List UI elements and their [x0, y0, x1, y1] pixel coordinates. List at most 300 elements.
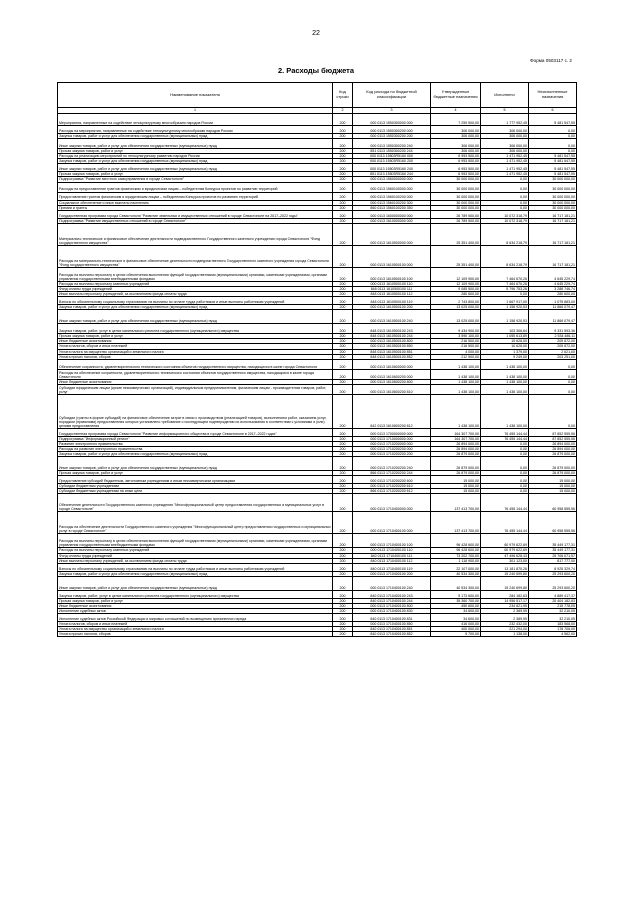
cell-name: Прочая закупка товаров, работ и услуг: [58, 172, 333, 177]
cell-kbk: 000 0113 1710400000 000: [353, 494, 431, 512]
cell-executed: 1 379,00: [481, 349, 529, 354]
cell-unexecuted: 25 706 071,57: [529, 553, 577, 558]
cell-code: 200: [333, 305, 353, 310]
cell-executed: 47 496 628,43: [481, 553, 529, 558]
cell-kbk: 000 0113 15503R5160 240: [353, 164, 431, 172]
cell-code: 200: [333, 139, 353, 149]
cell-approved: 164 307 700,00: [431, 428, 481, 436]
cell-approved: 450 600,00: [431, 603, 481, 608]
cell-code: 200: [333, 484, 353, 489]
column-index: 6: [529, 108, 577, 114]
cell-name: Взносы по обязательному социальному страхованию на выплаты по оплате труда работников и иные выплаты работникам учреждений: [58, 297, 333, 305]
header-name: Наименование показателя: [58, 83, 333, 108]
cell-executed: 284 182,63: [481, 590, 529, 598]
table-row: [58, 512, 577, 534]
cell-kbk: 000 0113 1610500100 110: [353, 281, 431, 286]
cell-code: 200: [333, 114, 353, 126]
cell-unexecuted: 16 717 181,21: [529, 218, 577, 223]
cell-executed: 14 956 517,17: [481, 598, 529, 603]
cell-code: 200: [333, 379, 353, 384]
cell-name: Уплата прочих налогов, сборов: [58, 632, 333, 637]
cell-name: Государственная программа города Севастополя "Развитие информационного общества в городе Севастополе в 2017–2022 годах": [58, 428, 333, 436]
table-row: [58, 614, 577, 622]
table-row: [58, 534, 577, 548]
cell-kbk: 000 0113 1610500100 850: [353, 344, 431, 349]
cell-kbk: 000 0113 1560000000 000: [353, 177, 431, 182]
cell-code: 200: [333, 622, 353, 627]
cell-unexecuted: 60 958 555,56: [529, 512, 577, 534]
table-row: [58, 563, 577, 571]
table-row: [58, 139, 577, 149]
cell-code: 200: [333, 182, 353, 192]
cell-executed: 234 821,95: [481, 603, 529, 608]
cell-code: 200: [333, 324, 353, 334]
cell-kbk: 848 0113 1610500100 119: [353, 297, 431, 305]
cell-executed: 306 000,00: [481, 134, 529, 139]
cell-kbk: 840 0113 1710400100 852: [353, 632, 431, 637]
cell-approved: 306 000,00: [431, 134, 481, 139]
cell-name: Развитие электронного правительства: [58, 441, 333, 446]
cell-name: Иные бюджетные ассигнования: [58, 339, 333, 344]
cell-approved: 1 438 100,00: [431, 369, 481, 379]
cell-kbk: 000 0113 15503R5160 000: [353, 154, 431, 159]
cell-code: 200: [333, 609, 353, 614]
cell-kbk: 000 0113 1710400100 110: [353, 548, 431, 553]
cell-kbk: 848 0113 1610500100 112: [353, 292, 431, 297]
table-body: [58, 114, 577, 637]
cell-kbk: 000 0113 1710400100 240: [353, 576, 431, 590]
cell-unexecuted: 5 481 547,55: [529, 172, 577, 177]
cell-approved: 7 259 500,00: [431, 114, 481, 126]
cell-approved: 1 438 100,00: [431, 359, 481, 369]
cell-approved: 26 894 000,00: [431, 441, 481, 446]
cell-kbk: 000 0113 1610500000 000: [353, 223, 431, 245]
cell-code: 200: [333, 436, 353, 441]
cell-kbk: 848 0113 1610500100 244: [353, 334, 431, 339]
cell-executed: 1 138,00: [481, 632, 529, 637]
cell-name: Закупка товаров, работ и услуг для обеспечения государственных (муниципальных) нужд: [58, 305, 333, 310]
cell-name: Иные закупки товаров, работ и услуг для обеспечения государственных (муниципальных) нужд: [58, 164, 333, 172]
table-row: [58, 384, 577, 394]
cell-executed: 306 000,00: [481, 126, 529, 134]
cell-name: Расходы на выплаты персоналу казенных учреждений: [58, 548, 333, 553]
cell-kbk: 000 0113 1560100200 300: [353, 200, 431, 205]
cell-executed: 103 306,64: [481, 324, 529, 334]
cell-kbk: 000 0113 1610600200 800: [353, 379, 431, 384]
cell-unexecuted: 4 645 229,74: [529, 281, 577, 286]
cell-approved: 96 428 600,00: [431, 548, 481, 553]
cell-name: Иные закупки товаров, работ и услуг для обеспечения государственных (муниципальных) нужд: [58, 139, 333, 149]
header-code: Код строки: [333, 83, 353, 108]
cell-unexecuted: 280 600,00: [529, 292, 577, 297]
cell-name: Расходы на выплаты персоналу в целях обеспечения выполнения функций государственными (муниципальными) органами, казенными учреждениями, органами управления государственными внебюджетными фондами: [58, 534, 333, 548]
cell-executed: 8 634 218,79: [481, 245, 529, 267]
cell-kbk: 840 0113 1710400100 851: [353, 627, 431, 632]
cell-executed: 1 055 613,89: [481, 334, 529, 339]
cell-executed: 1 158 920,53: [481, 305, 529, 310]
cell-approved: 26 789 500,00: [431, 218, 481, 223]
cell-name: Иные закупки товаров, работ и услуг для обеспечения государственных (муниципальных) нужд: [58, 576, 333, 590]
cell-name: Прочая закупка товаров, работ и услуг: [58, 471, 333, 476]
cell-executed: 10 628,00: [481, 344, 529, 349]
column-index: 5: [481, 108, 529, 114]
cell-kbk: 000 0113 1550300200 000: [353, 126, 431, 134]
table-row: [58, 590, 577, 598]
cell-unexecuted: 8 925 329,74: [529, 563, 577, 571]
cell-unexecuted: 30 000 000,00: [529, 200, 577, 205]
cell-executed: 1 438 100,00: [481, 379, 529, 384]
cell-code: 200: [333, 428, 353, 436]
cell-kbk: 840 0113 1710400100 111: [353, 553, 431, 558]
cell-code: 200: [333, 218, 353, 223]
cell-code: 200: [333, 590, 353, 598]
cell-name: Закупка товаров, работ и услуг для обеспечения государственных (муниципальных) нужд: [58, 134, 333, 139]
cell-unexecuted: 0,00: [529, 379, 577, 384]
header-unexecuted: Неисполненные назначения: [529, 83, 577, 108]
cell-approved: 6 953 500,00: [431, 172, 481, 177]
cell-executed: 0,00: [481, 476, 529, 484]
cell-unexecuted: 30 000 000,00: [529, 182, 577, 192]
cell-name: Предоставление грантов физическим и юридическим лицам – победителям Конкурса проектов по развитию территорий: [58, 192, 333, 200]
cell-unexecuted: 178 706,00: [529, 627, 577, 632]
cell-approved: 30 000 000,00: [431, 192, 481, 200]
cell-code: 200: [333, 149, 353, 154]
cell-name: Фонд оплаты труда учреждений: [58, 286, 333, 291]
cell-unexecuted: 9 331 593,36: [529, 324, 577, 334]
cell-kbk: 000 0113 1550300200 200: [353, 134, 431, 139]
cell-code: 200: [333, 534, 353, 548]
table-row: [58, 245, 577, 267]
cell-unexecuted: 2 621,00: [529, 349, 577, 354]
cell-approved: 2 743 800,00: [431, 297, 481, 305]
cell-executed: 2 389,95: [481, 614, 529, 622]
cell-code: 200: [333, 344, 353, 349]
cell-kbk: 840 0113 1710400100 119: [353, 563, 431, 571]
cell-code: 200: [333, 177, 353, 182]
cell-executed: 60 979 622,69: [481, 534, 529, 548]
cell-approved: 12 109 900,00: [431, 267, 481, 281]
cell-unexecuted: 26 879 000,00: [529, 457, 577, 471]
cell-name: Уплата налогов, сборов и иных платежей: [58, 344, 333, 349]
cell-code: 200: [333, 548, 353, 553]
cell-code: 200: [333, 126, 353, 134]
cell-executed: 301 123,00: [481, 558, 529, 563]
cell-approved: 280 600,00: [431, 292, 481, 297]
cell-kbk: 000 0113 1610000000 000: [353, 218, 431, 223]
cell-approved: 26 879 000,00: [431, 471, 481, 476]
table-row: [58, 126, 577, 134]
cell-approved: 35 360 700,00: [431, 598, 481, 603]
cell-executed: 0,00: [481, 177, 529, 182]
cell-executed: 221 294,00: [481, 627, 529, 632]
cell-name: Прочая закупка товаров, работ и услуг: [58, 334, 333, 339]
cell-approved: 4 000,00: [431, 349, 481, 354]
cell-unexecuted: 20 404 182,83: [529, 598, 577, 603]
cell-executed: 306 000,00: [481, 149, 529, 154]
cell-approved: 9 085 500,00: [431, 286, 481, 291]
cell-code: 200: [333, 281, 353, 286]
cell-approved: 15 000,00: [431, 484, 481, 489]
cell-kbk: 848 0113 1610500100 243: [353, 324, 431, 334]
cell-unexecuted: 203 251,00: [529, 354, 577, 359]
cell-executed: 0,00: [481, 489, 529, 494]
cell-name: Иные выплаты персоналу учреждений, за исключением фонда оплаты труда: [58, 558, 333, 563]
cell-name: Иные бюджетные ассигнования: [58, 379, 333, 384]
cell-code: 200: [333, 297, 353, 305]
table-row: [58, 576, 577, 590]
cell-approved: 5 700,00: [431, 632, 481, 637]
cell-executed: 0,00: [481, 484, 529, 489]
cell-unexecuted: 11 866 079,47: [529, 310, 577, 324]
cell-name: Фонд оплаты труда учреждений: [58, 553, 333, 558]
cell-name: Прочая закупка товаров, работ и услуг: [58, 598, 333, 603]
cell-approved: 212 500,00: [431, 354, 481, 359]
cell-code: 200: [333, 349, 353, 354]
cell-kbk: 860 0113 1560100200 350: [353, 205, 431, 210]
cell-executed: 1 471 952,45: [481, 164, 529, 172]
table-row: [58, 428, 577, 436]
cell-approved: 1 438 100,00: [431, 394, 481, 428]
cell-approved: 306 000,00: [431, 149, 481, 154]
cell-unexecuted: 817 777,00: [529, 558, 577, 563]
cell-code: 200: [333, 452, 353, 457]
cell-unexecuted: 4 645 229,74: [529, 267, 577, 281]
cell-kbk: 866 0113 1710200200 612: [353, 489, 431, 494]
cell-name: Иные выплаты персоналу учреждений, за исключением фонда оплаты труда: [58, 292, 333, 297]
cell-code: 200: [333, 632, 353, 637]
cell-approved: 30 000 000,00: [431, 200, 481, 205]
cell-executed: 5 796 753,26: [481, 286, 529, 291]
cell-executed: 15 240 699,80: [481, 576, 529, 590]
cell-name: Расходы на материально-техническое и финансовое обеспечение деятельности подведомственного Государственного казенного учреждения города Севастополя "Фонд государственного имущества": [58, 245, 333, 267]
cell-kbk: 000 0113 1710200200 600: [353, 476, 431, 484]
table-row: [58, 310, 577, 324]
cell-name: Подпрограмма "Развитие местного самоуправления в городе Севастополе": [58, 177, 333, 182]
cell-kbk: 000 0113 1710400100 850: [353, 622, 431, 627]
cell-unexecuted: 35 449 177,31: [529, 548, 577, 553]
cell-approved: 306 000,00: [431, 139, 481, 149]
cell-approved: 34 600,00: [431, 609, 481, 614]
cell-approved: 216 500,00: [431, 339, 481, 344]
cell-code: 200: [333, 192, 353, 200]
cell-kbk: 000 0113 1710400100 830: [353, 609, 431, 614]
cell-name: Закупка товаров, работ и услуг для обеспечения государственных (муниципальных) нужд: [58, 452, 333, 457]
cell-name: Премии и гранты: [58, 205, 333, 210]
table-row: [58, 210, 577, 218]
cell-code: 200: [333, 598, 353, 603]
cell-name: Субсидии юридическим лицам (кроме некоммерческих организаций), индивидуальным предпринимателям, физическим лицам - производителям товаров, работ, услуг: [58, 384, 333, 394]
cell-code: 200: [333, 159, 353, 164]
cell-executed: 1 471 952,45: [481, 172, 529, 177]
cell-code: 200: [333, 292, 353, 297]
cell-approved: 216 500,00: [431, 344, 481, 349]
cell-code: 200: [333, 446, 353, 451]
cell-code: 200: [333, 223, 353, 245]
cell-approved: 30 000 000,00: [431, 177, 481, 182]
cell-code: 200: [333, 558, 353, 563]
cell-approved: 30 000 000,00: [431, 205, 481, 210]
cell-kbk: 848 0113 1610500100 852: [353, 354, 431, 359]
table-row: [58, 223, 577, 245]
cell-kbk: 000 0113 1710200200 610: [353, 484, 431, 489]
cell-kbk: 000 0113 1710400100 800: [353, 603, 431, 608]
cell-unexecuted: 87 852 555,56: [529, 436, 577, 441]
cell-executed: 10 072 318,79: [481, 218, 529, 223]
cell-unexecuted: 0,00: [529, 369, 577, 379]
cell-unexecuted: 16 717 181,21: [529, 245, 577, 267]
table-row: [58, 632, 577, 637]
cell-name: Материально-техническое и финансовое обеспечение деятельности подведомственного Государственного казенного учреждения города Севастополя "Фонд государственного имущества": [58, 223, 333, 245]
page-number: 22: [312, 30, 320, 37]
cell-name: Прочая закупка товаров, работ и услуг: [58, 149, 333, 154]
cell-approved: 40 534 300,00: [431, 571, 481, 576]
cell-executed: 0,00: [481, 205, 529, 210]
cell-unexecuted: 0,00: [529, 394, 577, 428]
table-row: [58, 369, 577, 379]
table-row: [58, 182, 577, 192]
cell-executed: 1 158 920,53: [481, 310, 529, 324]
cell-executed: 1 438 100,00: [481, 369, 529, 379]
cell-name: Расходы на реализацию мероприятий по этнокультурному развитию народов России: [58, 154, 333, 159]
cell-executed: 10 628,00: [481, 339, 529, 344]
cell-unexecuted: 0,00: [529, 149, 577, 154]
cell-name: Уплата налогов, сборов и иных платежей: [58, 622, 333, 627]
cell-executed: 0,00: [481, 192, 529, 200]
cell-kbk: 000 0113 1550300200 240: [353, 139, 431, 149]
cell-code: 200: [333, 563, 353, 571]
cell-unexecuted: 183 568,00: [529, 622, 577, 627]
cell-kbk: 840 0113 1710400100 831: [353, 614, 431, 622]
cell-unexecuted: 30 000 000,00: [529, 177, 577, 182]
cell-kbk: 866 0113 1710200200 244: [353, 471, 431, 476]
cell-executed: 0,00: [481, 182, 529, 192]
cell-approved: 1 438 100,00: [431, 379, 481, 384]
cell-name: Субсидии (гранты в форме субсидий) на финансовое обеспечение затрат в связи с производством (реализацией товаров), выполнением работ, оказанием услуг, порядком (правилами) предоставления которых установлено требование о последующем подтверждении их использования в соответствии с условиями и (или) целями предоставления: [58, 394, 333, 428]
cell-code: 200: [333, 512, 353, 534]
cell-executed: 1 471 952,45: [481, 154, 529, 159]
cell-unexecuted: 4 889 417,37: [529, 590, 577, 598]
cell-approved: 34 600,00: [431, 614, 481, 622]
cell-name: Расходы на выплаты персоналу в целях обеспечения выполнения функций государственными (муниципальными) органами, казенными учреждениями, органами управления государственными внебюджетными фондами: [58, 267, 333, 281]
cell-code: 200: [333, 369, 353, 379]
cell-code: 200: [333, 164, 353, 172]
cell-unexecuted: 16 717 181,21: [529, 210, 577, 218]
table-row: [58, 297, 577, 305]
cell-unexecuted: 0,00: [529, 359, 577, 369]
cell-approved: 400 000,00: [431, 627, 481, 632]
cell-unexecuted: 15 000,00: [529, 476, 577, 484]
cell-kbk: 000 0113 1610500100 240: [353, 310, 431, 324]
column-index: 3: [353, 108, 431, 114]
cell-executed: 0,00: [481, 452, 529, 457]
cell-kbk: 000 0113 1550300000 000: [353, 114, 431, 126]
cell-unexecuted: 60 958 555,56: [529, 494, 577, 512]
cell-code: 200: [333, 384, 353, 394]
section-title: 2. Расходы бюджета: [277, 66, 355, 75]
cell-unexecuted: 25 293 600,20: [529, 576, 577, 590]
cell-approved: 9 434 900,00: [431, 324, 481, 334]
cell-approved: 13 025 000,00: [431, 305, 481, 310]
cell-code: 200: [333, 205, 353, 210]
cell-approved: 26 789 500,00: [431, 210, 481, 218]
cell-approved: 22 107 000,00: [431, 563, 481, 571]
cell-kbk: 000 0113 1560100200 000: [353, 192, 431, 200]
cell-kbk: 000 0113 1710200200 000: [353, 446, 431, 451]
cell-name: Расходы на обеспечение сохранности, удовлетворительного технического состояния объектов государственного имущества, находящихся в казне города Севастополя: [58, 369, 333, 379]
cell-executed: 306 000,00: [481, 139, 529, 149]
cell-name: Обеспечение деятельности Государственного казенного учреждения "Многофункциональный центр предоставления государственных и муниципальных услуг в городе Севастополе": [58, 494, 333, 512]
cell-unexecuted: 3 288 746,74: [529, 286, 577, 291]
cell-executed: 0,00: [481, 457, 529, 471]
cell-unexecuted: 26 879 000,00: [529, 452, 577, 457]
cell-executed: 1 438 100,00: [481, 384, 529, 394]
cell-kbk: 000 0113 1710200200 200: [353, 452, 431, 457]
cell-executed: 13 181 870,26: [481, 563, 529, 571]
table-row: [58, 192, 577, 200]
cell-unexecuted: 1 075 883,00: [529, 297, 577, 305]
cell-unexecuted: 26 879 000,00: [529, 471, 577, 476]
cell-kbk: 000 0113 1710200200 240: [353, 457, 431, 471]
cell-unexecuted: 87 852 555,56: [529, 428, 577, 436]
cell-unexecuted: 26 894 000,00: [529, 446, 577, 451]
cell-executed: 76 455 144,44: [481, 428, 529, 436]
cell-name: Закупка товаров, работ, услуг в целях капитального ремонта государственного (муниципального) имущества: [58, 324, 333, 334]
cell-approved: 306 000,00: [431, 126, 481, 134]
cell-code: 200: [333, 494, 353, 512]
cell-unexecuted: 4 562,00: [529, 632, 577, 637]
cell-kbk: 000 0113 1610600200 810: [353, 384, 431, 394]
cell-executed: 10 072 318,79: [481, 210, 529, 218]
cell-code: 200: [333, 457, 353, 471]
cell-executed: 7 464 670,26: [481, 267, 529, 281]
cell-kbk: 000 0113 1610500100 200: [353, 305, 431, 310]
cell-unexecuted: 5 481 547,55: [529, 154, 577, 159]
cell-name: Мероприятия, направленные на содействие этнокультурному многообразию народов России: [58, 114, 333, 126]
cell-name: Предоставление субсидий бюджетным, автономным учреждениям и иным некоммерческим организациям: [58, 476, 333, 484]
cell-executed: 76 455 144,44: [481, 494, 529, 512]
cell-name: Исполнение судебных актов Российской Федерации и мировых соглашений по возмещению причиненного вреда: [58, 614, 333, 622]
cell-name: Закупка товаров, работ, услуг в целях капитального ремонта государственного (муниципального) имущества: [58, 590, 333, 598]
cell-approved: 416 000,00: [431, 622, 481, 627]
cell-name: Иные закупки товаров, работ и услуг для обеспечения государственных (муниципальных) нужд: [58, 457, 333, 471]
cell-unexecuted: 205 872,00: [529, 339, 577, 344]
cell-unexecuted: 16 717 181,21: [529, 223, 577, 245]
cell-approved: 96 428 600,00: [431, 534, 481, 548]
cell-kbk: 840 0113 1710400100 243: [353, 590, 431, 598]
cell-code: 200: [333, 310, 353, 324]
cell-code: 200: [333, 354, 353, 359]
cell-unexecuted: 0,00: [529, 126, 577, 134]
cell-name: Расходы на обеспечение деятельности Государственного казенного учреждения "Многофункциональный центр предоставления государственных и муниципальных услуг в городе Севастополе": [58, 512, 333, 534]
cell-executed: 8 634 218,79: [481, 223, 529, 245]
cell-kbk: 000 0113 1700000000 000: [353, 428, 431, 436]
cell-kbk: 851 0113 1550300200 244: [353, 149, 431, 154]
cell-code: 200: [333, 334, 353, 339]
table-row: [58, 267, 577, 281]
cell-executed: 0,00: [481, 441, 529, 446]
cell-code: 200: [333, 339, 353, 344]
table-row: [58, 394, 577, 428]
cell-unexecuted: 26 894 000,00: [529, 441, 577, 446]
cell-unexecuted: 0,00: [529, 134, 577, 139]
cell-kbk: 000 0113 1710400100 200: [353, 571, 431, 576]
column-index: 4: [431, 108, 481, 114]
header-approved: Утвержденные бюджетные назначения: [431, 83, 481, 108]
cell-kbk: 848 0113 1610500100 111: [353, 286, 431, 291]
cell-unexecuted: 5 481 547,55: [529, 164, 577, 172]
cell-executed: 76 455 144,44: [481, 436, 529, 441]
cell-name: Взносы по обязательному социальному страхованию на выплаты по оплате труда работников и иные выплаты работникам учреждений: [58, 563, 333, 571]
